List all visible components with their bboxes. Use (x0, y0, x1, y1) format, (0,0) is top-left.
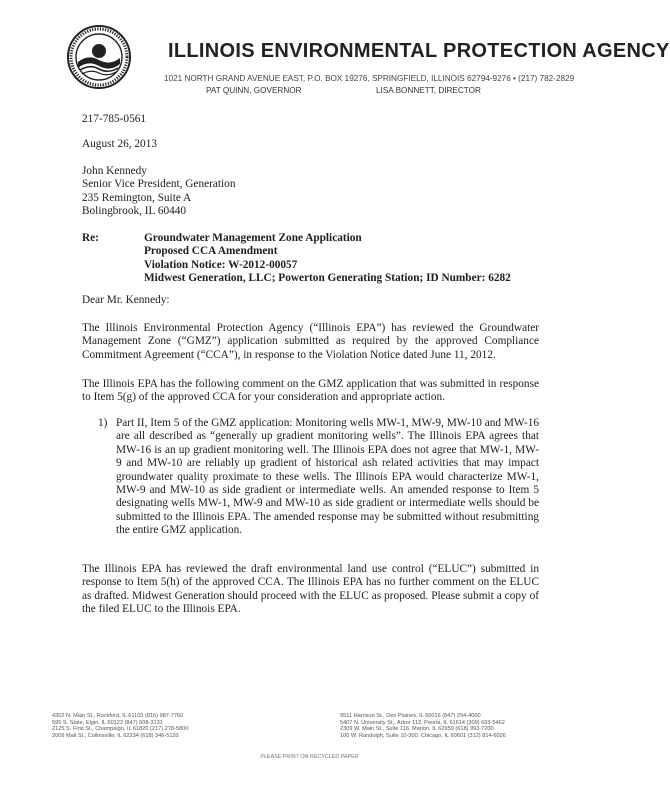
office-address: 595 S. State, Elgin, IL 60123 (847) 608-3131 (52, 719, 163, 726)
recipient-address (82, 165, 235, 219)
subject-line: Violation Notice: W-2012-00057 (144, 258, 298, 271)
office-address: 2009 Mall St., Collinsville, IL 62234 (618) 346-5120 (52, 732, 179, 739)
office-address: 4302 N. Main St., Rockford, IL 61103 (815) 987-7760 (52, 713, 184, 719)
subject-line: Midwest Generation, LLC; Powerton Generating Station; ID Number: 6282 (144, 272, 511, 285)
director-name: LISA BONNETT, DIRECTOR (376, 86, 481, 95)
recipient-line: John Kennedy (82, 165, 147, 177)
office-address: 5407 N. University St., Arbor 113, Peoria, IL 61614 (309) 693-5462 (340, 719, 505, 726)
recipient-line: Senior Vice President, Generation (82, 178, 236, 191)
numbered-comment: Part II, Item 5 of the GMZ application: Monitoring wells MW-1, MW-9, MW-10 and MW-16 are all described as “generally up gradient monitoring wells”. The Illinois EPA agrees that MW-16 is an up gradient monitoring well. The Illinois EPA does not agree that MW-1, MW-9 and MW-10 are reliably up gradient of historical ash related activities that may impact groundwater quality proximate to these wells. The Illinois EPA would characterize MW-1, MW-9 and MW-10 as side gradient or intermediate wells. An amended response to Item 5 designating wells MW-1, MW-9 and MW-10 as side gradient or intermediate wells should be submitted to the Illinois EPA. The amended response may be submitted without resubmitting the entire GMZ application. (116, 417, 539, 537)
recipient-line: Bolingbrook, IL 60440 (82, 205, 187, 218)
list-number: 1) (98, 417, 108, 429)
office-address: 2309 W. Main St., Suite 116, Marion, IL 62959 (618) 993-7200 (340, 726, 494, 733)
office-address: 9511 Harrison St., Des Plaines, IL 60016 (847) 294-4000 (340, 713, 481, 719)
office-address: 2125 S. First St., Champaign, IL 61820 (217) 278-5800 (52, 726, 189, 733)
body-paragraph: The Illinois Environmental Protection Agency (“Illinois EPA”) has reviewed the Groundwater Management Zone (“GMZ”) application submitted as required by the approved Compliance Commitment Agreement (“CCA”), in response to the Violation Notice dated June 11, 2012. (82, 322, 539, 361)
letter-date: August 26, 2013 (82, 138, 158, 150)
salutation: Dear Mr. Kennedy: (82, 294, 170, 306)
body-paragraph: The Illinois EPA has reviewed the draft environmental land use control (“ELUC”) submitted in response to Item 5(h) of the approved CCA. The Illinois EPA has no further comment on the ELUC as drafted. Midwest Generation should proceed with the ELUC as proposed. Please submit a copy of the filed ELUC to the Illinois EPA. (82, 563, 539, 616)
re-label: Re: (82, 232, 99, 244)
recipient-line: 235 Remington, Suite A (82, 191, 192, 204)
subject-line: Groundwater Management Zone Application (144, 232, 362, 244)
body-paragraph: The Illinois EPA has the following comment on the GMZ application that was submitted in response to Item 5(g) of the approved CCA for your consideration and appropriate action. (82, 378, 539, 404)
subject-block (144, 232, 511, 286)
agency-address: 1021 NORTH GRAND AVENUE EAST, P.O. BOX 19276, SPRINGFIELD, ILLINOIS 62794-9276 • (217) 782-2829 (164, 74, 575, 83)
agency-name: ILLINOIS ENVIRONMENTAL PROTECTION AGENCY (168, 40, 670, 62)
regional-offices-left (52, 713, 188, 739)
office-address: 100 W. Randolph, Suite 10-300, Chicago, IL 60601 (312) 814-6026 (340, 732, 506, 739)
phone-number: 217-785-0561 (82, 113, 147, 125)
illinois-epa-seal-icon (66, 24, 132, 90)
governor-name: PAT QUINN, GOVERNOR (206, 86, 302, 95)
regional-offices-right (340, 713, 506, 739)
recycled-paper-note: PLEASE PRINT ON RECYCLED PAPER (260, 754, 359, 760)
subject-line: Proposed CCA Amendment (144, 245, 278, 258)
